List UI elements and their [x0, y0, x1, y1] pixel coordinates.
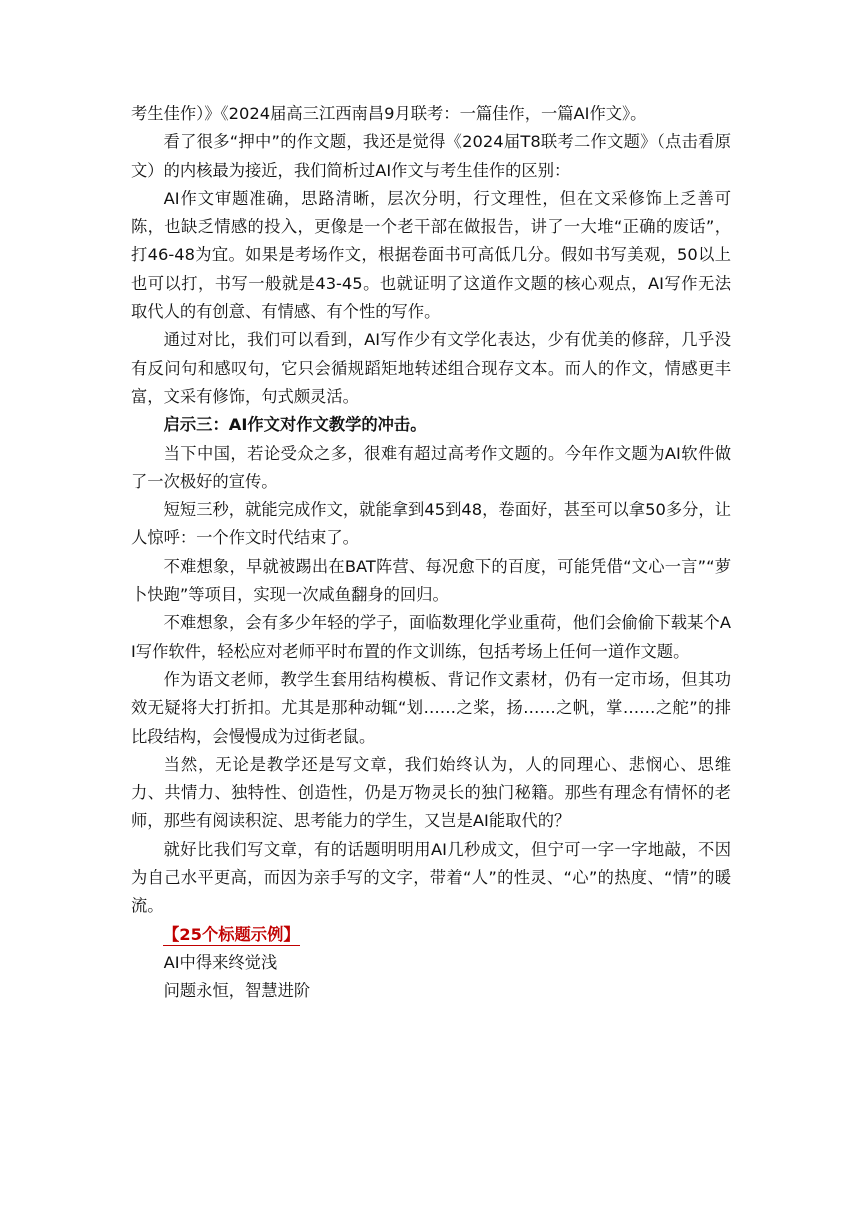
paragraph-human-qualities: 当然，无论是教学还是写文章，我们始终认为，人的同理心、悲悯心、思维力、共情力、独特性、创造性，仍是万物灵长的独门秘籍。那些有理念有情怀的老师，那些有阅读积淀、思考能力的学生，又岂是AI能取代的？	[131, 754, 731, 831]
paragraph-teachers: 作为语文老师，教学生套用结构模板、背记作文素材，仍有一定市场，但其功效无疑将大打折扣。尤其是那种动辄“划……之桨，扬……之帆，掌……之舵”的排比段结构，会慢慢成为过街老鼠。	[131, 669, 731, 746]
paragraph-baidu: 不难想象，早就被踢出在BAT阵营、每况愈下的百度，可能凭借“文心一言”“萝卜快跑”等项目，实现一次咸鱼翻身的回归。	[131, 556, 731, 605]
paragraph-students: 不难想象，会有多少年轻的学子，面临数理化学业重荷，他们会偷偷下载某个AI写作软件，轻松应对老师平时布置的作文训练，包括考场上任何一道作文题。	[131, 613, 731, 661]
paragraph-ai-essay-analysis: AI作文审题准确，思路清晰，层次分明，行文理性，但在文采修饰上乏善可陈，也缺乏情感的投入，更像是一个老干部在做报告，讲了一大堆“正确的废话”，打46-48为宜。如果是考场作文，根据卷面书可高低几分。假如书写美观，50以上也可以打，书写一般就是43-45。也就证明了这道作文题的核心观点，AI写作无法取代人的有创意、有情感、有个性的写作。	[131, 188, 731, 322]
examples-title-line	[131, 921, 731, 949]
paragraph-writing-by-hand: 就好比我们写文章，有的话题明明用AI几秒成文，但宁可一字一字地敲，不因为自己水平更高，而因为亲手写的文字，带着“人”的性灵、“心”的热度、“情”的暖流。	[131, 839, 731, 916]
paragraph-contrast: 通过对比，我们可以看到，AI写作少有文学化表达，少有优美的修辞，几乎没有反问句和感叹句，它只会循规蹈矩地转述组合现存文本。而人的作文，情感更丰富，文采有修饰，句式颇灵活。	[131, 330, 731, 406]
paragraph-topic-comparison: 看了很多“押中”的作文题，我还是觉得《2024届T8联考二作文题》（点击看原文）的内核最为接近，我们简析过AI作文与考生佳作的区别：	[131, 132, 731, 180]
paragraph-continuation: 考生佳作）》《2024届高三江西南昌9月联考：一篇佳作，一篇AI作文》。	[131, 104, 647, 123]
section-heading-insight-three: 启示三：AI作文对作文教学的冲击。	[163, 415, 427, 435]
example-title-item: AI中得来终觉浅	[163, 952, 278, 972]
examples-title: 【25个标题示例】	[163, 924, 300, 944]
example-title-item: 问题永恒，智慧进阶	[163, 981, 311, 1001]
document-page	[131, 100, 731, 1006]
paragraph-audience: 当下中国，若论受众之多，很难有超过高考作文题的。今年作文题为AI软件做了一次极好的宣传。	[131, 443, 731, 491]
paragraph-three-seconds: 短短三秒，就能完成作文，就能拿到45到48，卷面好，甚至可以拿50多分，让人惊呼：一个作文时代结束了。	[131, 500, 731, 548]
